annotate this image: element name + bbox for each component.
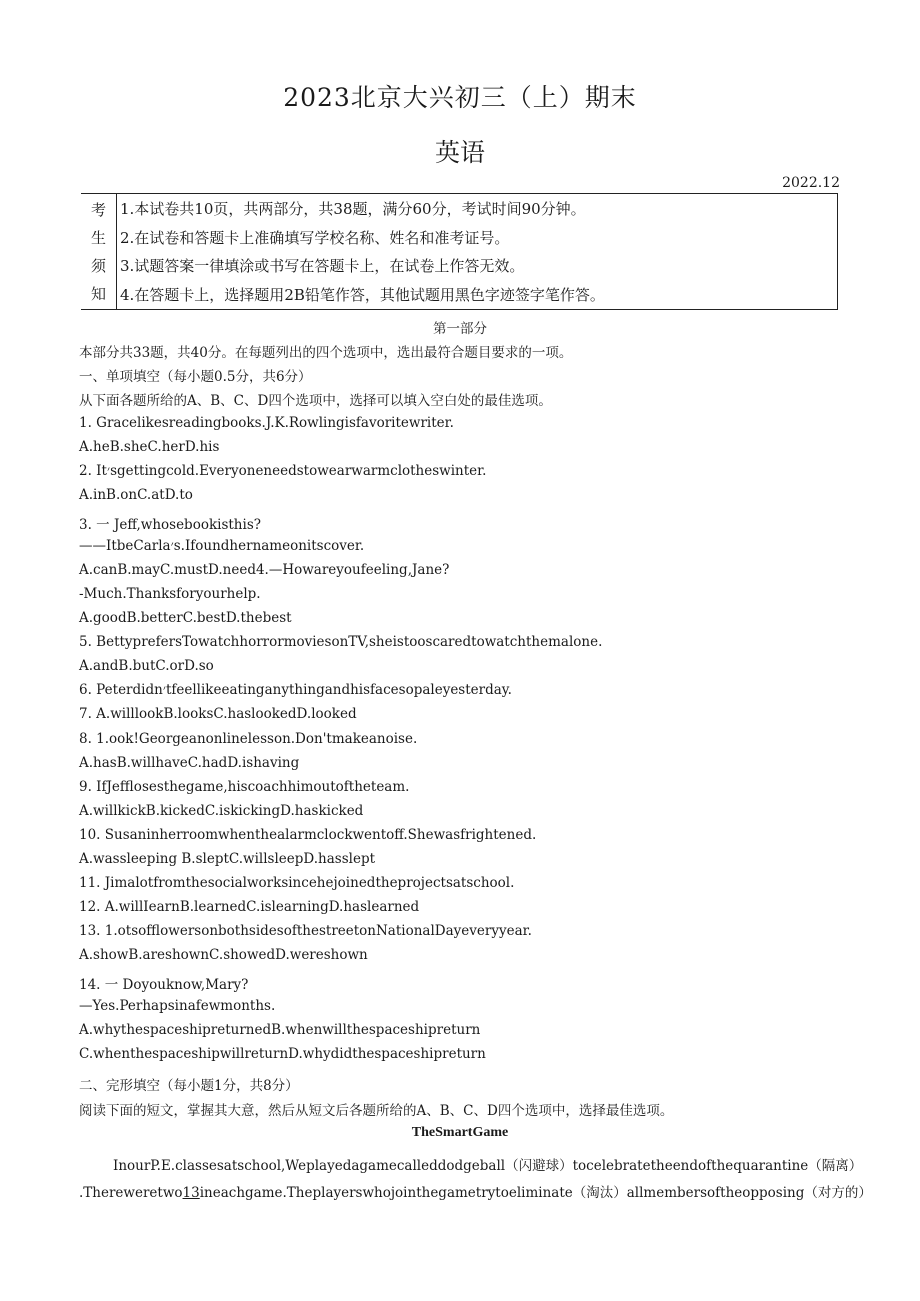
- exam-date: 2022.12: [782, 175, 840, 191]
- notice-items: [117, 194, 837, 309]
- question-line: A.wassleeping B.sleptC.willsleepD.hasslept: [79, 851, 376, 867]
- question-line: 3. 一 Jeff,whosebookisthis?: [79, 517, 261, 533]
- notice-item: 1.本试卷共10页，共两部分，共38题，满分60分，考试时间90分钟。: [120, 199, 586, 218]
- notice-label: [81, 194, 117, 309]
- exam-title: 2023北京大兴初三（上）期末: [283, 83, 637, 112]
- part1-intro: 本部分共33题，共40分。在每题列出的四个选项中，选出最符合题目要求的一项。: [79, 345, 573, 361]
- section2-instructions: 阅读下面的短文，掌握其大意，然后从短文后各题所给的A、B、C、D四个选项中，选择最佳选项。: [79, 1103, 674, 1119]
- question-line: 8. 1.ook!Georgeanonlinelesson.Don'tmakeanoise.: [79, 731, 418, 747]
- passage-paragraph: [79, 1181, 872, 1201]
- question-line: C.whenthespaceshipwillreturnD.whydidthespaceshipreturn: [79, 1046, 486, 1062]
- notice-item: 2.在试卷和答题卡上准确填写学校名称、姓名和准考证号。: [120, 228, 510, 247]
- question-line: 7. A.willlookB.looksC.haslookedD.looked: [79, 706, 357, 722]
- cloze-blank-13: 13: [182, 1185, 200, 1201]
- question-line: 14. 一 Doyouknow,Mary?: [79, 977, 249, 993]
- notice-item: 3.试题答案一律填涂或书写在答题卡上，在试卷上作答无效。: [120, 257, 525, 276]
- question-line: A.whythespaceshipreturnedB.whenwillthespaceshipreturn: [79, 1022, 481, 1038]
- section2-title: 二、完形填空（每小题1分，共8分）: [79, 1078, 299, 1094]
- passage-text: two: [157, 1185, 183, 1201]
- notice-item: 4.在答题卡上，选择题用2B铅笔作答，其他试题用黑色字迹签字笔作答。: [120, 286, 605, 305]
- passage-text: ineachgame.Theplayerswhojointhegametrytoeliminate（淘汰）allmembersoftheopposing（对方的）: [199, 1185, 872, 1201]
- question-line: A.hasB.willhaveC.hadD.ishaving: [79, 755, 300, 771]
- question-line: 10. Susaninherroomwhenthealarmclockwentoff.Shewasfrightened.: [79, 827, 537, 843]
- notice-label-char: 须: [90, 256, 106, 275]
- question-line: —Yes.Perhapsinafewmonths.: [79, 998, 276, 1014]
- question-line: 6. Peterdidn׳tfeellikeeatinganythingandhisfacesopaleyesterday.: [79, 682, 512, 698]
- question-line: A.willkickB.kickedC.iskickingD.haskicked: [79, 803, 364, 819]
- question-line: A.showB.areshownC.showedD.wereshown: [79, 947, 368, 963]
- passage-paragraph: InourP.E.classesatschool,Weplayedagamecalleddodgeball（闪避球）tocelebratetheendofthequarantine（隔离）: [113, 1158, 863, 1174]
- notice-label-char: 知: [90, 284, 106, 303]
- question-line: A.andB.butC.orD.so: [79, 658, 214, 674]
- notice-label-char: 生: [90, 229, 106, 248]
- passage-text: .Therewere: [79, 1185, 158, 1201]
- question-line: 11. Jimalotfromthesocialworksincehejoinedtheprojectsatschool.: [79, 875, 515, 891]
- section1-title: 一、单项填空（每小题0.5分，共6分）: [79, 369, 312, 385]
- question-line: -Much.Thanksforyourhelp.: [79, 586, 261, 602]
- question-line: 12. A.willIearnB.learnedC.islearningD.haslearned: [79, 899, 420, 915]
- notice-label-char: 考: [90, 201, 106, 220]
- passage-title: TheSmartGame: [411, 1125, 509, 1140]
- question-line: 13. 1.otsofflowersonbothsidesofthestreetonNationalDayeveryyear.: [79, 923, 532, 939]
- question-line: 5. BettyprefersTowatchhorrormoviesonTV,sheistooscaredtowatchthemalone.: [79, 634, 603, 650]
- candidate-notice-box: [81, 193, 838, 310]
- question-line: 2. It׳sgettingcold.Everyoneneedstowearwarmclotheswinter.: [79, 463, 487, 479]
- question-line: A.goodB.betterC.bestD.thebest: [79, 610, 292, 626]
- question-line: A.inB.onC.atD.to: [79, 487, 193, 503]
- question-line: 9. IfJefflosesthegame,hiscoachhimoutoftheteam.: [79, 779, 410, 795]
- question-line: A.canB.mayC.mustD.need4.—Howareyoufeeling,Jane?: [79, 562, 450, 578]
- question-line: ——ItbeCarla׳s.Ifoundhernameonitscover.: [79, 538, 365, 554]
- subject-title: 英语: [434, 138, 485, 167]
- section1-instructions: 从下面各题所给的A、B、C、D四个选项中，选择可以填入空白处的最佳选项。: [79, 393, 552, 409]
- question-line: A.heB.sheC.herD.his: [79, 439, 220, 455]
- question-line: 1. Gracelikesreadingbooks.J.K.Rowlingisfavoritewriter.: [79, 415, 454, 431]
- part1-heading: 第一部分: [433, 321, 487, 337]
